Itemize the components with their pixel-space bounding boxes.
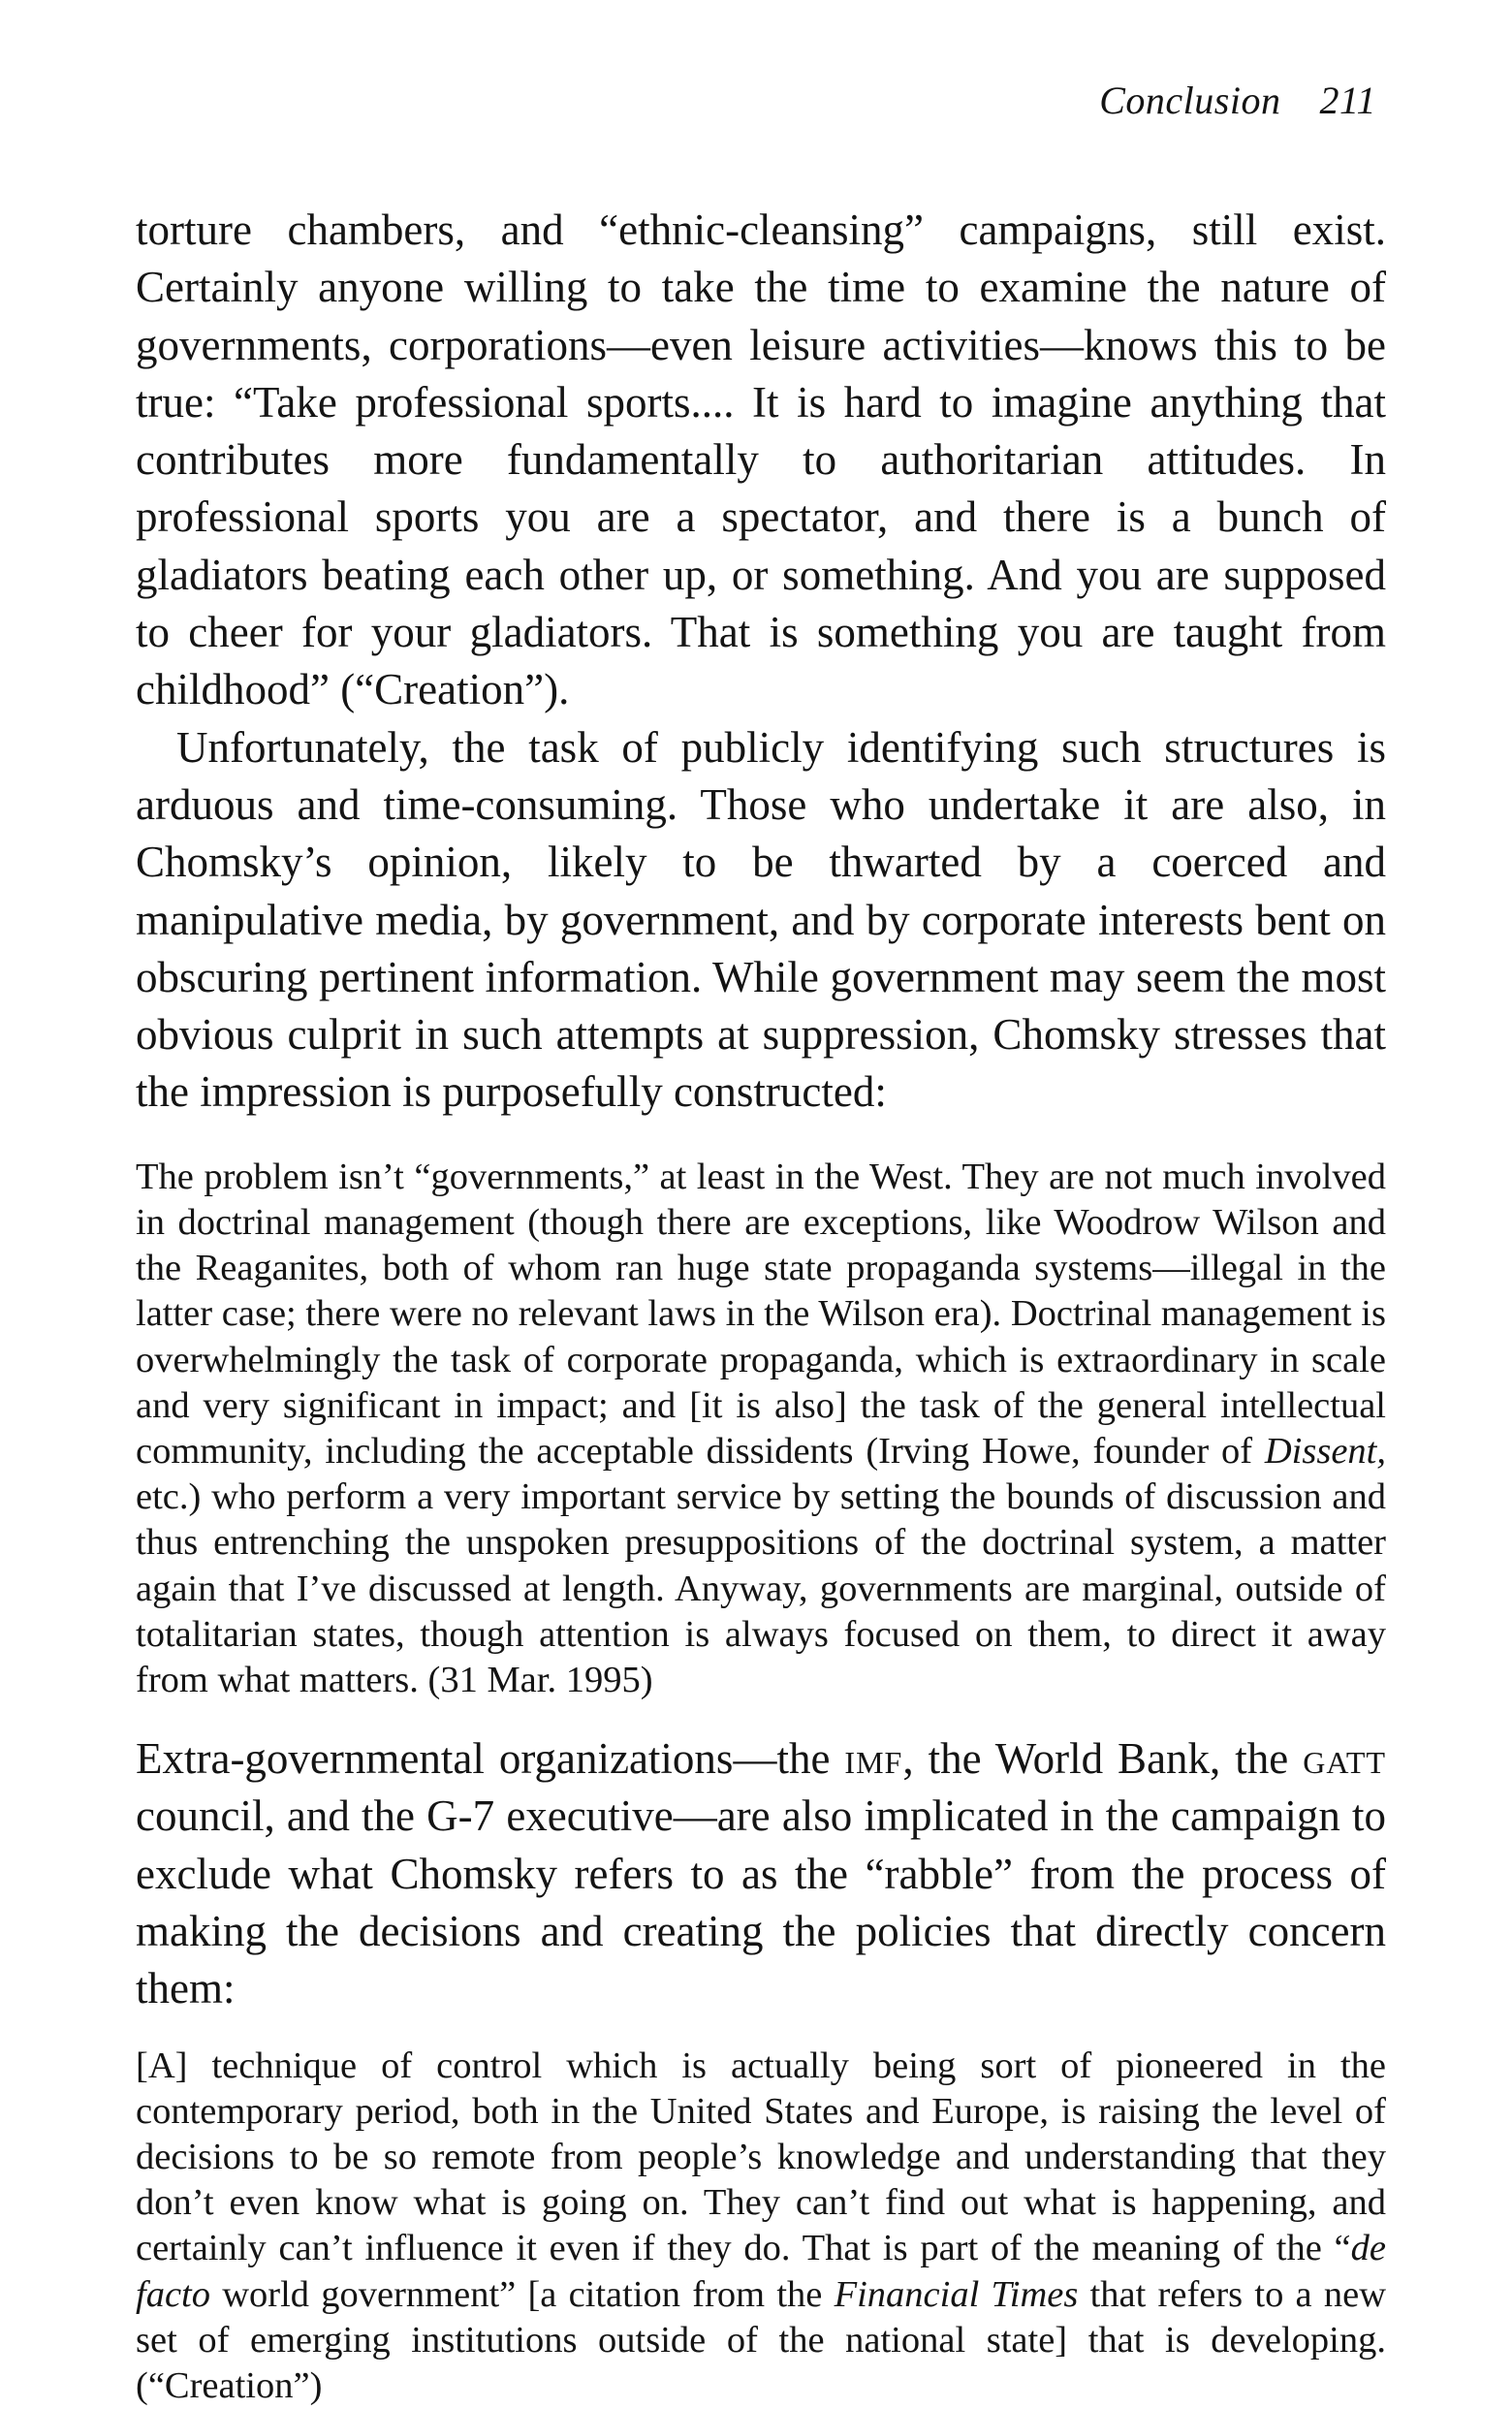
quote2-text-a: [A] technique of control which is actually being sort of pioneered in the contemporary period, both in the United States and Europe, is raising the level of decisions to be so remote from people’s knowledge and understanding that they don’t even know what is going on. They can’t find out what is happening, and certainly can’t influence it even if they do. That is part of the meaning of the “ bbox=[136, 2044, 1386, 2269]
running-head-section: Conclusion bbox=[1099, 79, 1281, 122]
abbr-imf: imf bbox=[844, 1734, 903, 1784]
quote2-italic-financial-times: Financial Times bbox=[834, 2273, 1079, 2315]
body-paragraph-1: torture chambers, and “ethnic-cleansing” campaigns, still exist. Certainly anyone willing to take the time to examine the nature of governments, corporations—even leisure activities—knows this to be true: “Take professional sports.... It is hard to imagine anything that contributes more fundamentally to authoritarian attitudes. In professional sports you are a spectator, and there is a bunch of gladiators beating each other up, or something. And you are supposed to cheer for your gladiators. That is something you are taught from childhood” (“Creation”). bbox=[136, 206, 1386, 714]
para3-text-b: , the World Bank, the bbox=[902, 1734, 1304, 1784]
running-head bbox=[1099, 81, 1376, 120]
block-quote-2 bbox=[136, 2044, 1386, 2409]
block-quote-1 bbox=[136, 1155, 1386, 1703]
quote1-italic-dissent: Dissent, bbox=[1264, 1430, 1386, 1472]
quote2-text-c: that refers to a new set of emerging institutions outside of the national state] that is developing. (“Creation”) bbox=[136, 2273, 1386, 2407]
quote2-text-b: world government” [a citation from the bbox=[209, 2273, 835, 2315]
para3-text-c: council, and the G-7 executive—are also implicated in the campaign to exclude what Chomsky refers to as the “rabble” from the process of making the decisions and creating the policies that directly concern them: bbox=[136, 1791, 1386, 2013]
page-number: 211 bbox=[1319, 79, 1376, 122]
quote1-text-a: The problem isn’t “governments,” at least in the West. They are not much involved in doctrinal management (though there are exceptions, like Woodrow Wilson and the Reaganites, both of whom ran huge state propaganda systems—illegal in the latter case; there were no relevant laws in the Wilson era). Doctrinal management is overwhelmingly the task of corporate propaganda, which is extraordinary in scale and very significant in impact; and [it is also] the task of the general intellectual community, including the acceptable dissidents (Irving Howe, founder of bbox=[136, 1156, 1386, 1472]
page-body bbox=[136, 202, 1386, 2409]
abbr-gatt: gatt bbox=[1303, 1734, 1387, 1784]
quote2-italic-de-facto: de facto bbox=[136, 2228, 1386, 2315]
body-paragraph-3 bbox=[136, 1730, 1386, 2017]
body-paragraph-2: Unfortunately, the task of publicly identifying such structures is arduous and time-consuming. Those who undertake it are also, in Chomsky’s opinion, likely to be thwarted by a coerced and manipulative media, by government, and by corporate interests bent on obscuring pertinent information. While government may seem the most obvious culprit in such attempts at suppression, Chomsky stresses that the impression is purposefully constructed: bbox=[136, 722, 1386, 1117]
para3-text-a: Extra-governmental organizations—the bbox=[136, 1734, 845, 1784]
quote1-text-b: etc.) who perform a very important service by setting the bounds of discussion and thus entrenching the unspoken presuppositions of the doctrinal system, a matter again that I’ve discussed at length. Anyway, governments are marginal, outside of totalitarian states, though attention is always focused on them, to direct it away from what matters. (31 Mar. 1995) bbox=[136, 1476, 1386, 1700]
